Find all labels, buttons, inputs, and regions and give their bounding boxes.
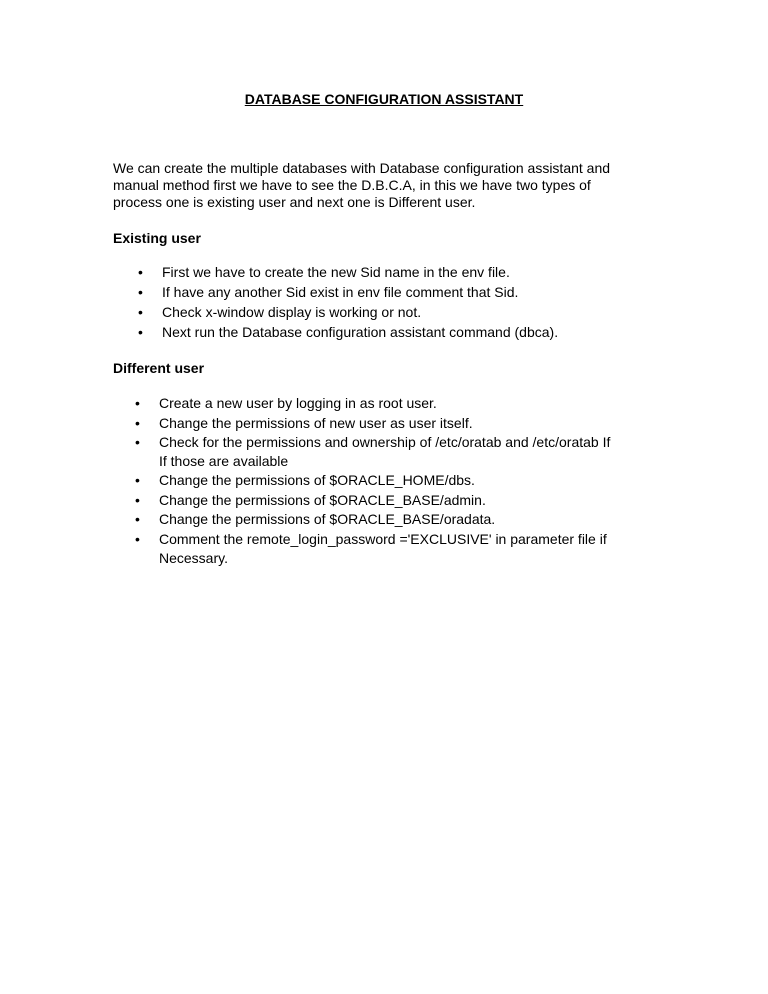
list-item (135, 491, 610, 512)
intro-line: manual method first we have to see the D.B.C.A, in this we have two types of (113, 177, 591, 193)
bullet-icon: • (135, 395, 140, 411)
bullet-icon: • (135, 511, 140, 527)
bullet-icon: • (138, 264, 143, 280)
list-item (135, 530, 610, 569)
existing-user-list (138, 264, 559, 344)
list-item-text: Comment the remote_login_password ='EXCLUSIVE' in parameter file if (159, 530, 607, 547)
list-item-text-continued: Necessary. (159, 549, 228, 566)
bullet-icon: • (135, 414, 140, 431)
list-item-text: Create a new user by logging in as root user. (159, 395, 437, 411)
list-item (135, 395, 610, 415)
list-item (138, 304, 558, 324)
existing-user-heading: Existing user (113, 230, 201, 246)
bullet-icon: • (135, 530, 140, 547)
list-item-text: First we have to create the new Sid name in the env file. (162, 264, 510, 280)
list-item (135, 511, 610, 531)
bullet-icon: • (135, 434, 140, 450)
different-user-list (135, 395, 611, 569)
list-item-text: Change the permissions of $ORACLE_BASE/oradata. (159, 511, 496, 527)
bullet-icon: • (135, 472, 140, 488)
intro-paragraph (113, 160, 673, 211)
bullet-icon: • (138, 324, 143, 340)
list-item-text: Change the permissions of $ORACLE_BASE/admin. (159, 491, 486, 508)
list-item-text: Next run the Database configuration assistant command (dbca). (162, 324, 559, 340)
list-item (138, 264, 558, 284)
different-user-heading: Different user (113, 360, 205, 376)
list-item-text: Change the permissions of $ORACLE_HOME/dbs. (159, 472, 475, 488)
list-item (138, 324, 559, 344)
list-item-text: Check for the permissions and ownership of /etc/oratab and /etc/oratab If (159, 434, 611, 450)
intro-line: We can create the multiple databases with Database configuration assistant and (113, 160, 611, 176)
list-item-text: Check x-window display is working or not. (162, 304, 422, 320)
list-item (135, 434, 611, 472)
intro-line: process one is existing user and next one is Different user. (113, 194, 476, 210)
page-title: DATABASE CONFIGURATION ASSISTANT (244, 91, 524, 107)
list-item-text-continued: If those are available (159, 453, 289, 469)
bullet-icon: • (138, 284, 143, 300)
list-item-text: If have any another Sid exist in env file comment that Sid. (162, 284, 519, 300)
list-item (135, 414, 610, 435)
bullet-icon: • (138, 304, 143, 320)
list-item (138, 284, 558, 304)
bullet-icon: • (135, 491, 140, 508)
list-item-text: Change the permissions of new user as user itself. (159, 414, 473, 431)
list-item (135, 472, 610, 492)
